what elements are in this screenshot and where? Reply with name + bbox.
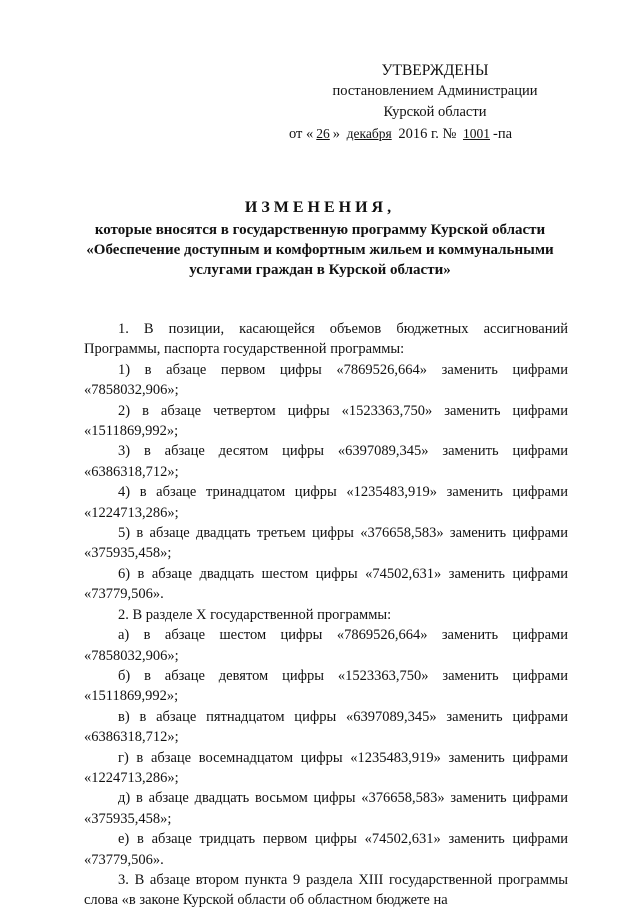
document-body: [84, 319, 568, 911]
title-heading: ИЗМЕНЕНИЯ,: [244, 199, 396, 216]
title-line-2: «Обеспечение доступным и комфортным жильем и коммунальными: [86, 242, 554, 258]
paragraph-1-6: 6) в абзаце двадцать шестом цифры «74502,631» заменить цифрами «73779,506».: [84, 565, 568, 603]
paragraph-2-d: д) в абзаце двадцать восьмом цифры «376658,583» заменить цифрами «375935,458»;: [84, 790, 568, 827]
paragraph-2-v: в) в абзаце пятнадцатом цифры «6397089,345» заменить цифрами «6386318,712»;: [84, 708, 568, 746]
resolution-number: 1001: [462, 126, 490, 141]
paragraph-3: 3. В абзаце втором пункта 9 раздела XIII государственной программы слова «в законе Курской области об областном бюджете на: [84, 871, 568, 909]
date-mid: »: [332, 126, 341, 142]
paragraph-1-4: 4) в абзаце тринадцатом цифры «1235483,919» заменить цифрами «1224713,286»;: [84, 484, 568, 521]
paragraph-1: 1. В позиции, касающейся объемов бюджетных ассигнований Программы, паспорта государственной программы:: [84, 321, 568, 358]
document-title: [60, 198, 580, 280]
approval-month: декабря: [346, 126, 392, 141]
paragraph-2-g: г) в абзаце восемнадцатом цифры «1235483,919» заменить цифрами «1224713,286»;: [84, 749, 568, 786]
date-prefix: от «: [289, 126, 314, 142]
paragraph-1-1: 1) в абзаце первом цифры «7869526,664» заменить цифрами «7858032,906»;: [84, 361, 568, 399]
approved-heading: УТВЕРЖДЕНЫ: [381, 62, 489, 79]
paragraph-2: 2. В разделе X государственной программы:: [118, 606, 392, 623]
paragraph-2-e: е) в абзаце тридцать первом цифры «74502,631» заменить цифрами «73779,506».: [84, 831, 568, 868]
approved-region: Курской области: [383, 104, 487, 120]
approval-date-line: [285, 123, 585, 145]
approval-day: 26: [316, 126, 330, 141]
paragraph-1-3: 3) в абзаце десятом цифры «6397089,345» заменить цифрами «6386318,712»;: [84, 443, 568, 480]
approval-year: 2016 г. №: [398, 126, 457, 142]
paragraph-2-b: б) в абзаце девятом цифры «1523363,750» заменить цифрами «1511869,992»;: [84, 667, 568, 705]
paragraph-1-5: 5) в абзаце двадцать третьем цифры «376658,583» заменить цифрами «375935,458»;: [84, 525, 568, 562]
paragraph-1-2: 2) в абзаце четвертом цифры «1523363,750» заменить цифрами «1511869,992»;: [84, 402, 568, 440]
paragraph-2-a: а) в абзаце шестом цифры «7869526,664» заменить цифрами «7858032,906»;: [84, 627, 568, 664]
approval-block: [285, 60, 585, 145]
approved-by: постановлением Администрации: [332, 83, 538, 99]
number-suffix: -па: [492, 126, 513, 142]
title-line-1: которые вносятся в государственную программу Курской области: [94, 222, 546, 238]
title-line-3: услугами граждан в Курской области»: [189, 262, 451, 278]
